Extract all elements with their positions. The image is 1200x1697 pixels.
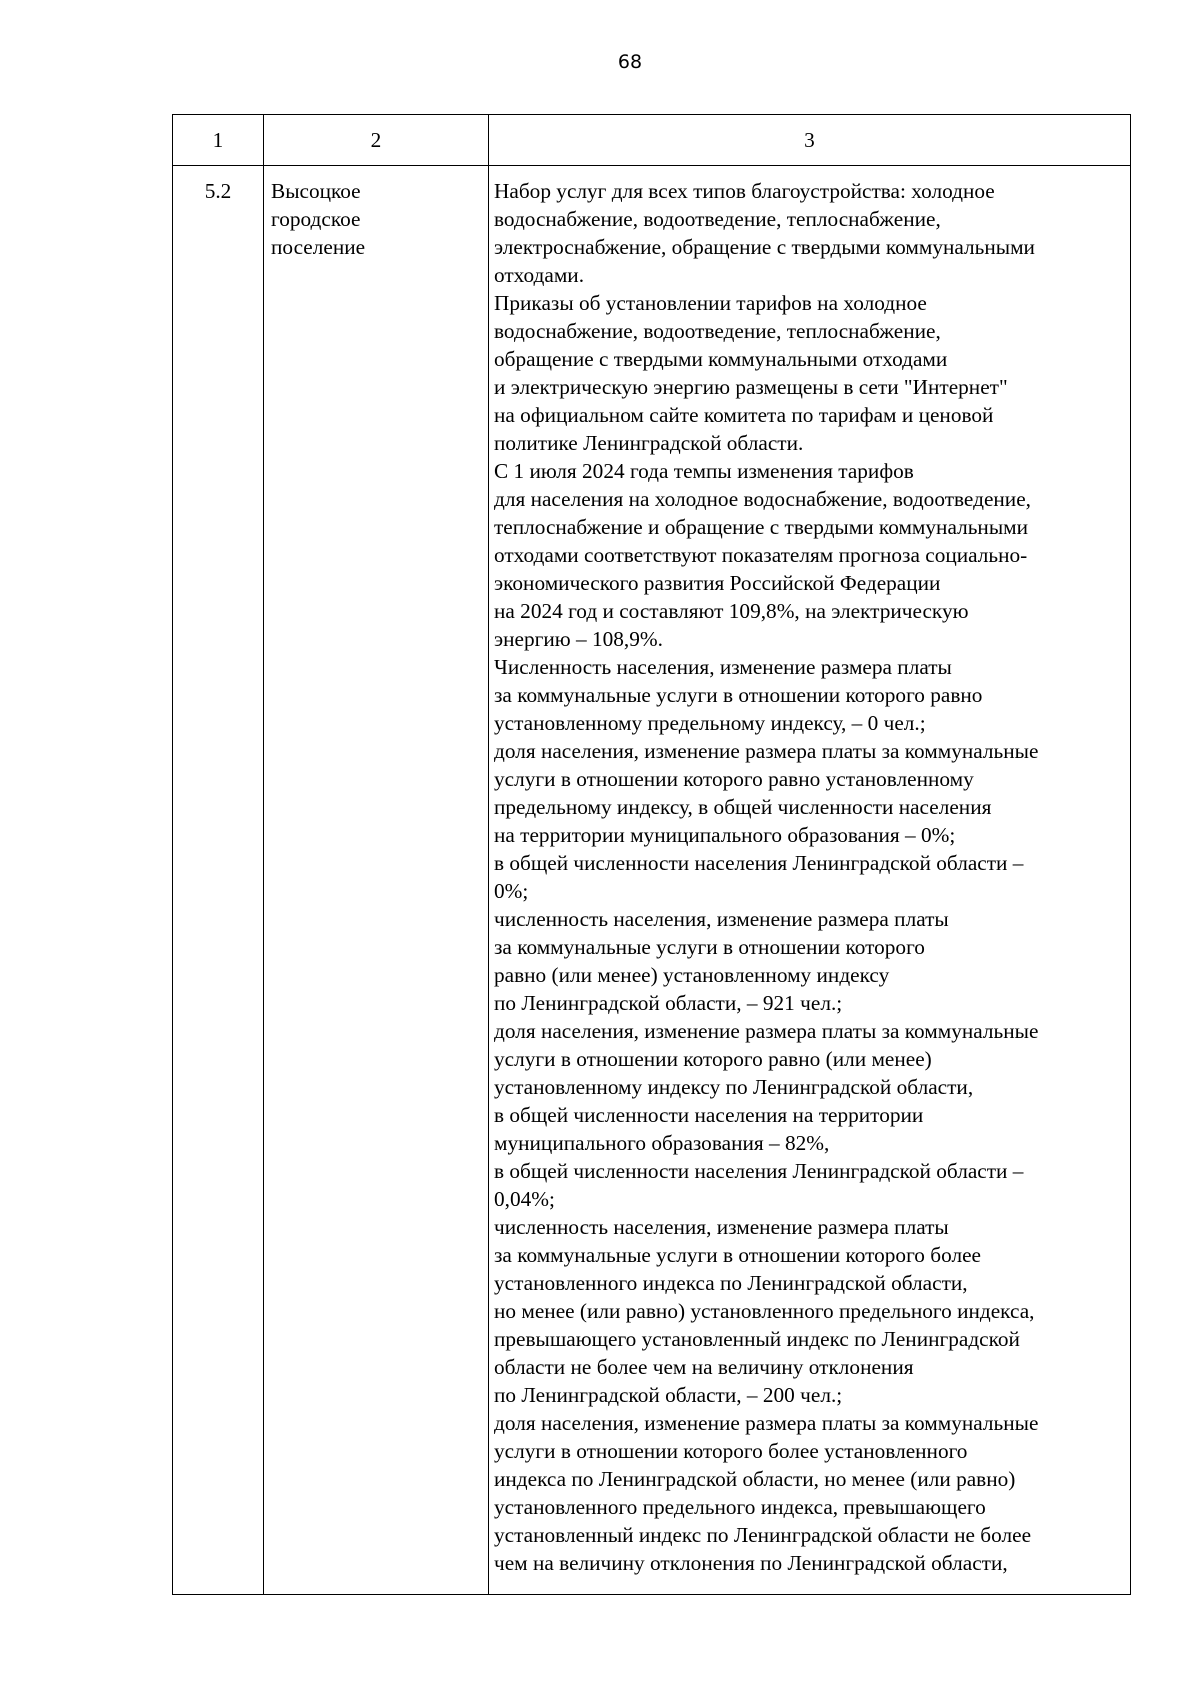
description-line: 0%; — [494, 879, 529, 903]
description-line: но менее (или равно) установленного предельного индекса, — [494, 1299, 1035, 1323]
description-line: по Ленинградской области, – 200 чел.; — [494, 1383, 843, 1407]
description-line: энергию – 108,9%. — [494, 627, 663, 651]
settlement-name — [264, 177, 488, 261]
row-number-cell — [173, 166, 264, 1595]
description-line: по Ленинградской области, – 921 чел.; — [494, 991, 843, 1015]
description-line: численность населения, изменение размера платы — [494, 1215, 949, 1239]
description-line: политике Ленинградской области. — [494, 431, 804, 455]
description-line: равно (или менее) установленному индексу — [494, 963, 890, 987]
settlement-name-line: Высоцкое — [271, 179, 361, 203]
description-line: численность населения, изменение размера платы — [494, 907, 949, 931]
header-cell-1: 1 — [173, 115, 264, 166]
description-line: установленный индекс по Ленинградской области не более — [494, 1523, 1032, 1547]
description-line: на территории муниципального образования – 0%; — [494, 823, 956, 847]
description-line: установленному предельному индексу, – 0 чел.; — [494, 711, 926, 735]
description-line: установленного предельного индекса, превышающего — [494, 1495, 986, 1519]
description-line: услуги в отношении которого равно установленному — [494, 767, 974, 791]
page-number: 68 — [617, 51, 643, 73]
description-line: индекса по Ленинградской области, но менее (или равно) — [494, 1467, 1016, 1491]
description-line: за коммунальные услуги в отношении которого равно — [494, 683, 983, 707]
row-number: 5.2 — [204, 179, 232, 203]
description-text — [489, 177, 1130, 1577]
description-line: Набор услуг для всех типов благоустройства: холодное — [494, 179, 995, 203]
description-line: на официальном сайте комитета по тарифам и ценовой — [494, 403, 994, 427]
description-line: за коммунальные услуги в отношении которого более — [494, 1243, 981, 1267]
description-line: отходами соответствуют показателям прогноза социально- — [494, 543, 1028, 567]
description-line: обращение с твердыми коммунальными отходами — [494, 347, 948, 371]
description-line: превышающего установленный индекс по Ленинградской — [494, 1327, 1020, 1351]
description-line: в общей численности населения Ленинградской области – — [494, 851, 1024, 875]
description-line: области не более чем на величину отклонения — [494, 1355, 914, 1379]
description-line: чем на величину отклонения по Ленинградской области, — [494, 1551, 1008, 1575]
table-header-row — [173, 115, 1131, 166]
description-line: и электрическую энергию размещены в сети "Интернет" — [494, 375, 1008, 399]
table-row — [173, 166, 1131, 1595]
settlement-name-line: городское — [271, 207, 361, 231]
description-line: доля населения, изменение размера платы за коммунальные — [494, 1019, 1039, 1043]
description-line: электроснабжение, обращение с твердыми коммунальными — [494, 235, 1035, 259]
description-line: экономического развития Российской Федерации — [494, 571, 941, 595]
description-line: в общей численности населения Ленинградской области – — [494, 1159, 1024, 1183]
description-line: на 2024 год и составляют 109,8%, на электрическую — [494, 599, 969, 623]
description-cell — [489, 166, 1131, 1595]
description-line: водоснабжение, водоотведение, теплоснабжение, — [494, 319, 941, 343]
description-line: в общей численности населения на территории — [494, 1103, 924, 1127]
settlement-name-line: поселение — [271, 235, 366, 259]
description-line: доля населения, изменение размера платы за коммунальные — [494, 739, 1039, 763]
description-line: установленного индекса по Ленинградской области, — [494, 1271, 968, 1295]
description-line: установленному индексу по Ленинградской области, — [494, 1075, 974, 1099]
description-line: муниципального образования – 82%, — [494, 1131, 830, 1155]
description-line: доля населения, изменение размера платы за коммунальные — [494, 1411, 1039, 1435]
description-line: за коммунальные услуги в отношении которого — [494, 935, 925, 959]
description-line: для населения на холодное водоснабжение, водоотведение, — [494, 487, 1031, 511]
header-cell-3: 3 — [489, 115, 1131, 166]
description-line: услуги в отношении которого более установленного — [494, 1439, 968, 1463]
description-line: теплоснабжение и обращение с твердыми коммунальными — [494, 515, 1029, 539]
description-line: предельному индексу, в общей численности населения — [494, 795, 992, 819]
header-cell-2: 2 — [264, 115, 489, 166]
description-line: отходами. — [494, 263, 585, 287]
description-line: услуги в отношении которого равно (или менее) — [494, 1047, 932, 1071]
description-line: Приказы об установлении тарифов на холодное — [494, 291, 927, 315]
description-line: 0,04%; — [494, 1187, 555, 1211]
tariff-table — [172, 114, 1131, 1595]
description-line: водоснабжение, водоотведение, теплоснабжение, — [494, 207, 941, 231]
settlement-name-cell — [264, 166, 489, 1595]
description-line: С 1 июля 2024 года темпы изменения тарифов — [494, 459, 914, 483]
description-line: Численность населения, изменение размера платы — [494, 655, 952, 679]
